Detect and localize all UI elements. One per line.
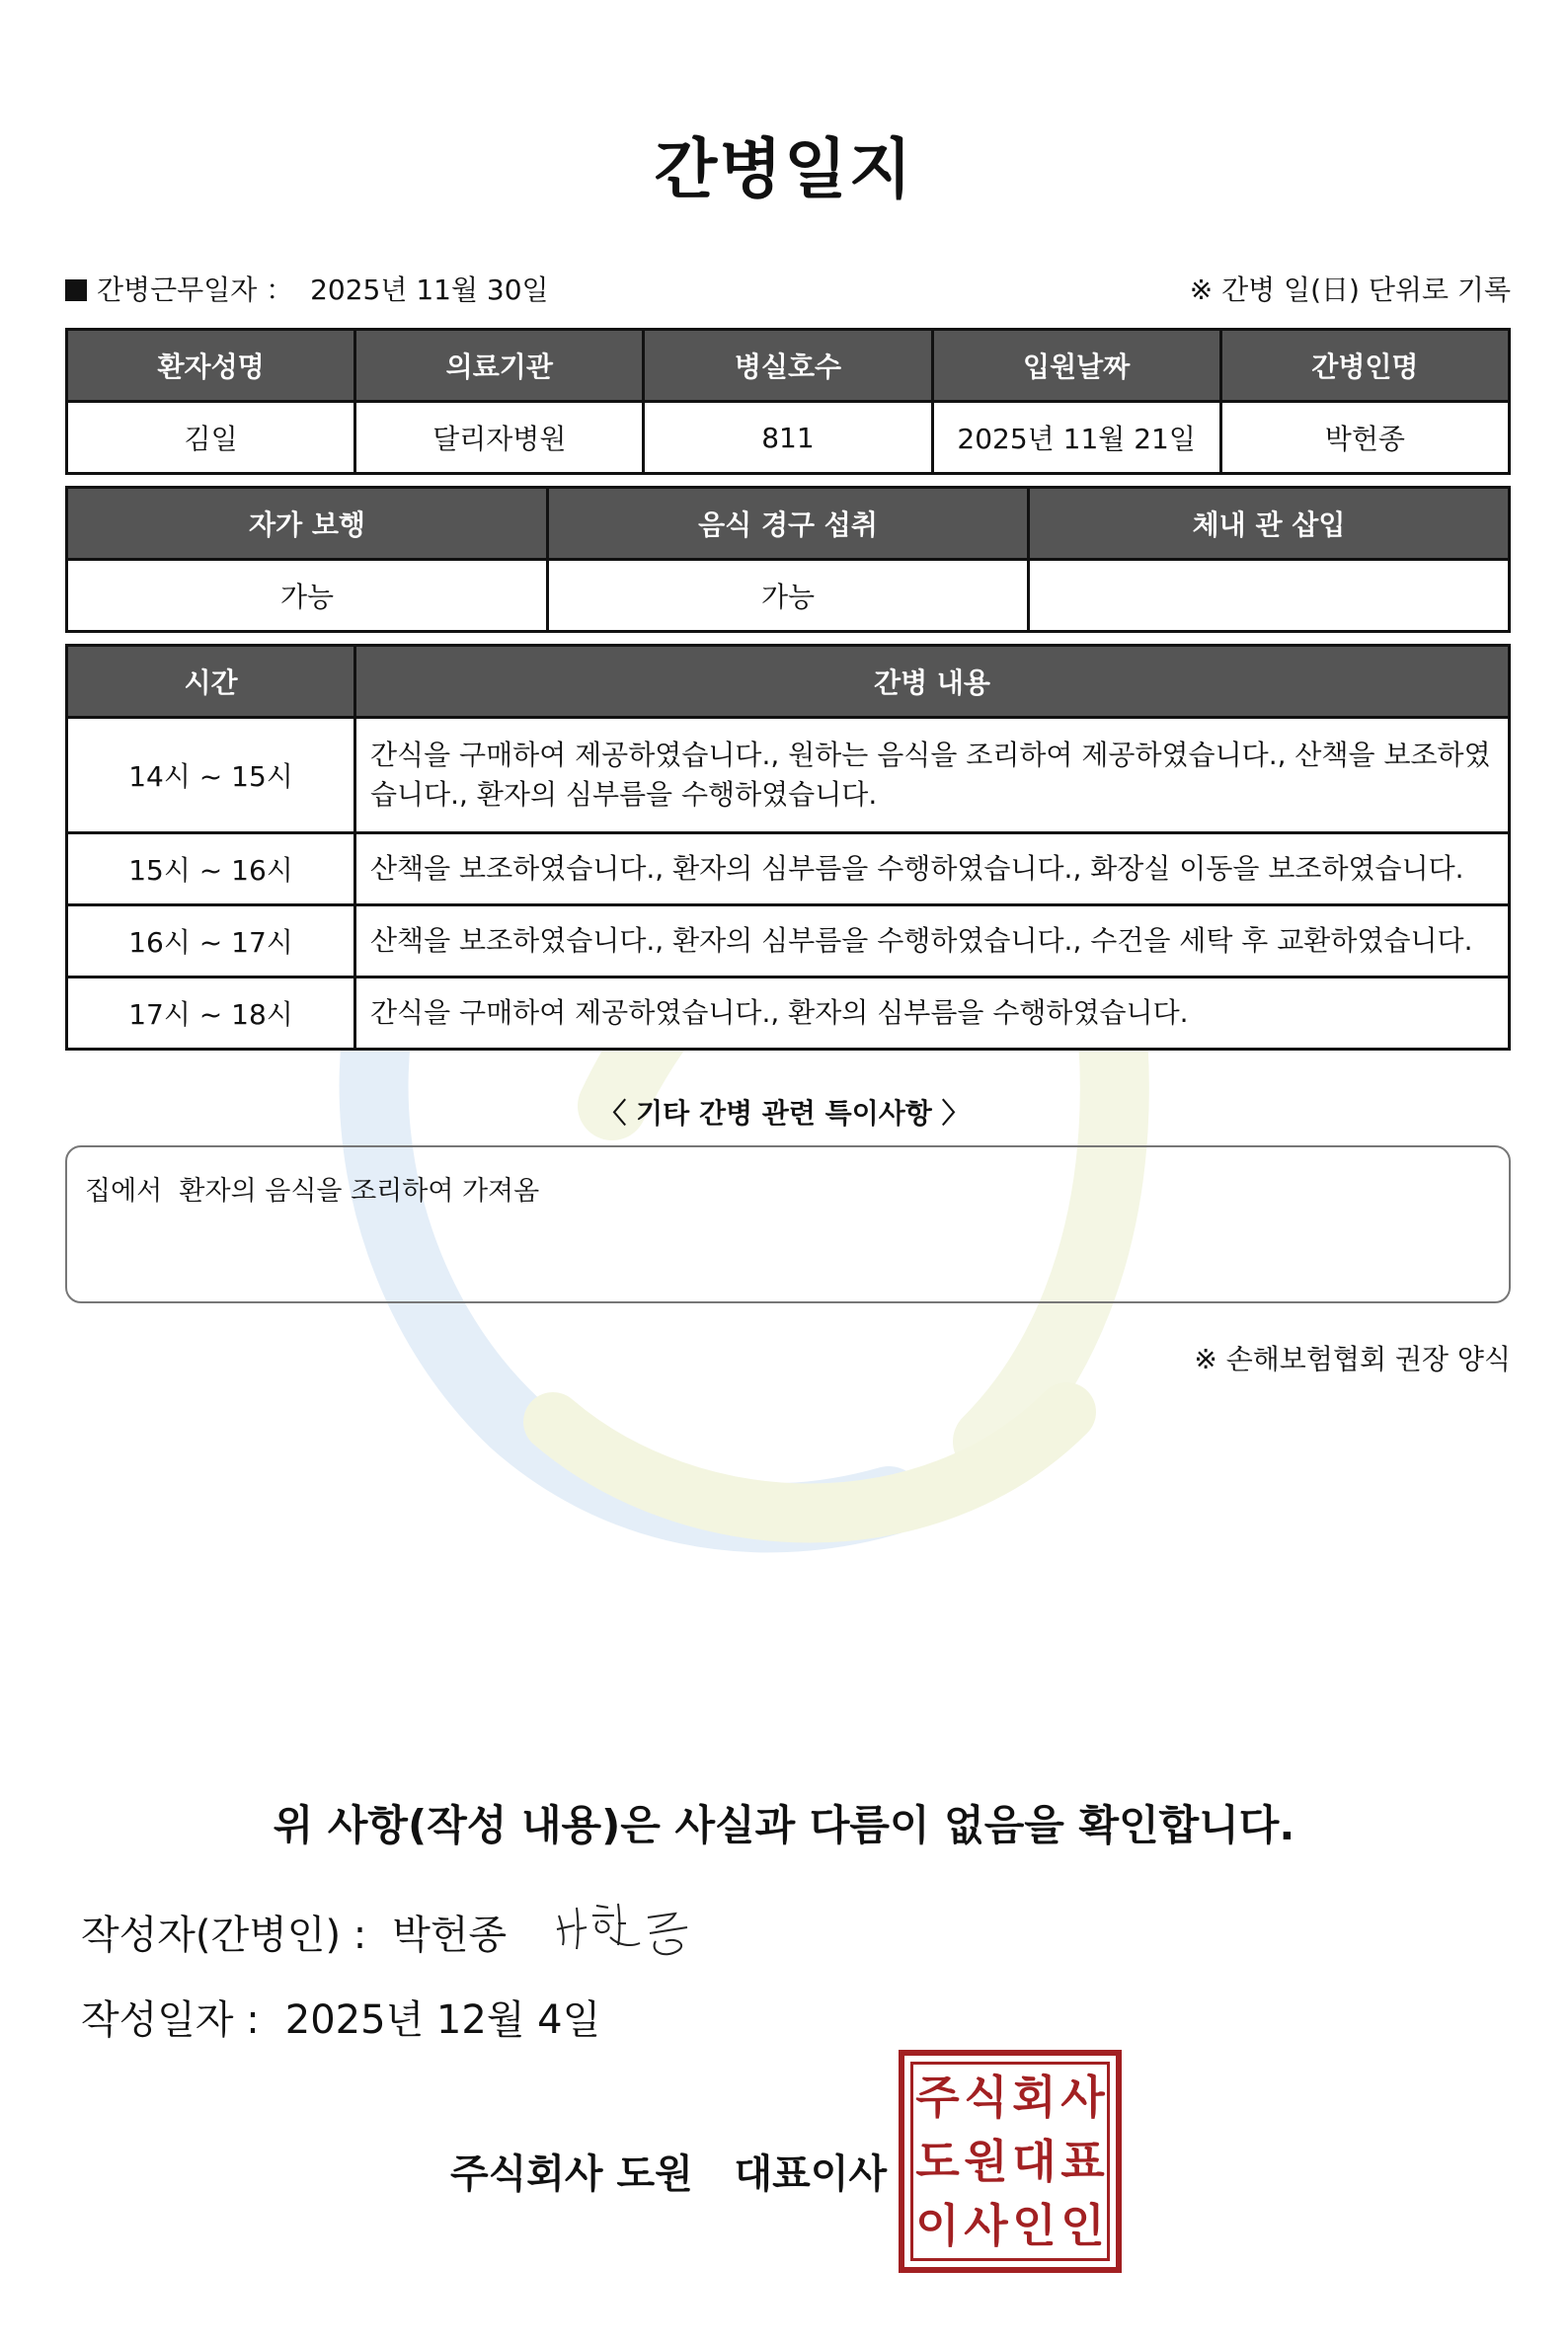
table-row: [67, 833, 1510, 905]
writer-name: 박헌종: [392, 1913, 508, 1958]
seal-char: 이: [915, 2199, 960, 2253]
seal-char: 도: [915, 2134, 960, 2188]
seal-char: 식: [964, 2070, 1008, 2124]
table-row: [67, 905, 1510, 978]
tube-insertion-value: [1029, 560, 1510, 632]
header-hospital: 의료기관: [355, 330, 644, 402]
header-self-walking: 자가 보행: [67, 488, 548, 560]
written-date-label: 작성일자 :: [81, 1997, 260, 2043]
work-date-value: 2025년 11월 30일: [310, 274, 549, 306]
row-time: 14시 ~ 15시: [67, 718, 355, 833]
unit-note: ※ 간병 일(日) 단위로 기록: [1189, 274, 1511, 306]
table-row: [67, 718, 1510, 833]
remarks-title: 〈 기타 간병 관련 특이사항 〉: [598, 1097, 970, 1130]
writer-line: [81, 1904, 507, 1960]
square-bullet-icon: [65, 279, 87, 301]
care-log-table: [65, 644, 1511, 1051]
admission-date: 2025년 11월 21일: [932, 402, 1220, 474]
row-time: 17시 ~ 18시: [67, 978, 355, 1050]
remarks-text: 집에서 환자의 음식을 조리하여 가져옴: [85, 1176, 540, 1207]
written-date-value: 2025년 12월 4일: [284, 1997, 601, 2043]
patient-status-table: [65, 486, 1511, 633]
room-number: 811: [644, 402, 932, 474]
handwritten-signature: [553, 1894, 701, 1963]
seal-char: 회: [1012, 2070, 1057, 2124]
seal-char: 사: [1060, 2070, 1105, 2124]
header-tube-insertion: 체내 관 삽입: [1029, 488, 1510, 560]
seal-char: 인: [1012, 2199, 1057, 2253]
hospital-name: 달리자병원: [355, 402, 644, 474]
written-date-line: [81, 1989, 600, 2045]
patient-name: 김일: [67, 402, 355, 474]
table-row: [67, 978, 1510, 1050]
header-care-content: 간병 내용: [355, 646, 1510, 718]
recommendation-note: ※ 손해보험협회 권장 양식: [1194, 1343, 1511, 1375]
header-oral-intake: 음식 경구 섭취: [548, 488, 1029, 560]
header-room: 병실호수: [644, 330, 932, 402]
seal-char: 인: [1060, 2199, 1105, 2253]
header-time: 시간: [67, 646, 355, 718]
company-seal: [899, 2050, 1122, 2273]
row-content: 산책을 보조하였습니다., 환자의 심부름을 수행하였습니다., 화장실 이동을 보조하였습니다.: [355, 833, 1510, 905]
row-content: 산책을 보조하였습니다., 환자의 심부름을 수행하였습니다., 수건을 세탁 후 교환하였습니다.: [355, 905, 1510, 978]
seal-char: 사: [964, 2199, 1008, 2253]
patient-info-table: [65, 328, 1511, 475]
row-content: 간식을 구매하여 제공하였습니다., 원하는 음식을 조리하여 제공하였습니다., 산책을 보조하였습니다., 환자의 심부름을 수행하였습니다.: [355, 718, 1510, 833]
company-representative: 주식회사 도원 대표이사: [450, 2151, 888, 2197]
seal-char: 주: [915, 2070, 960, 2124]
row-time: 16시 ~ 17시: [67, 905, 355, 978]
row-content: 간식을 구매하여 제공하였습니다., 환자의 심부름을 수행하였습니다.: [355, 978, 1510, 1050]
work-date: [65, 269, 549, 308]
seal-char: 표: [1060, 2134, 1105, 2188]
document-title: 간병일지: [654, 131, 914, 207]
seal-char: 원: [964, 2134, 1008, 2188]
header-caregiver: 간병인명: [1220, 330, 1509, 402]
confirmation-statement: 위 사항(작성 내용)은 사실과 다름이 없음을 확인합니다.: [273, 1801, 1295, 1849]
header-admission-date: 입원날짜: [932, 330, 1220, 402]
writer-label: 작성자(간병인) :: [81, 1913, 367, 1958]
header-patient-name: 환자성명: [67, 330, 355, 402]
self-walking-value: 가능: [67, 560, 548, 632]
remarks-box: [65, 1145, 1511, 1303]
oral-intake-value: 가능: [548, 560, 1029, 632]
work-date-label: 간병근무일자 ：: [97, 274, 294, 306]
row-time: 15시 ~ 16시: [67, 833, 355, 905]
seal-char: 대: [1012, 2134, 1057, 2188]
caregiver-name: 박헌종: [1220, 402, 1509, 474]
